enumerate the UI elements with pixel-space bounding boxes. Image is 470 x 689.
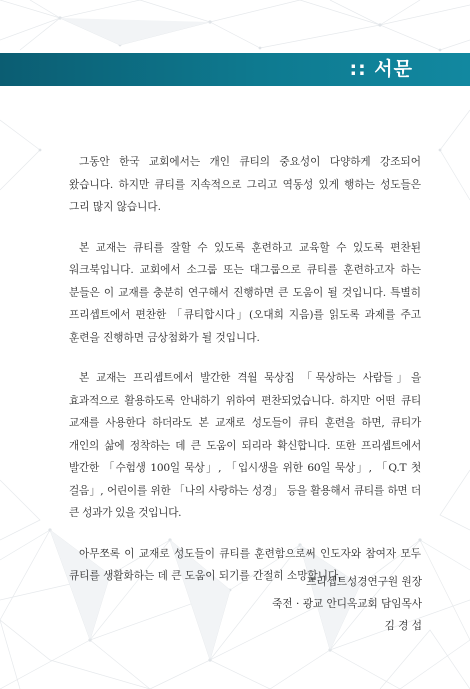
signature-organization: 프리셉트성경연구원 원장 [306,576,422,588]
paragraph-3: 본 교재는 프리셉트에서 발간한 격월 묵상집 「묵상하는 사람들」을 효과적으로 활용하도록 안내하기 위하여 편찬되었습니다. 하지만 어떤 큐티 교재를 사용한다 하더라도 본 교재로 성도들이 큐티 훈련을 하면, 큐티가 개인의 삶에 정착하는 데 큰 도움이 되리라 확신합니다. 또한 프리셉트에서 발간한 「수험생 100일 묵상」, 「입시생을 위한 60일 묵상」, 「Q.T 첫 걸음」, 어린이를 위한 「나의 사랑하는 성경」 등을 활용해서 큐티를 하면 더 큰 성과가 있을 것입니다. [69,372,421,519]
author-signature [272,571,422,637]
signature-church-role: 죽전 · 광교 안디옥교회 담임목사 [272,598,422,610]
paragraph-2: 본 교재는 큐티를 잘할 수 있도록 훈련하고 교육할 수 있도록 편찬된 워크북입니다. 교회에서 소그룹 또는 대그룹으로 큐티를 훈련하고자 하는 분들은 이 교재를 충분히 연구해서 진행하면 큰 도움이 될 것입니다. 특별히 프리셉트에서 편찬한 「큐티합시다」(오대희 지음)를 읽도록 과제를 주고 훈련을 진행하면 금상첨화가 될 것입니다. [69,241,421,344]
paragraph-1: 그동안 한국 교회에서는 개인 큐티의 중요성이 다양하게 강조되어 왔습니다. 하지만 큐티를 지속적으로 그리고 역동성 있게 행하는 성도들은 그리 많지 않습니다. [69,156,421,213]
signature-author-name: 김 경 섭 [384,620,422,632]
paragraph-4: 아무쪼록 이 교재로 성도들이 큐티를 훈련함으로써 인도자와 참여자 모두 큐티를 생활화하는 데 큰 도움이 되기를 간절히 소망합니다. [69,547,421,582]
preface-body [69,151,421,606]
section-header-bar [0,53,470,86]
page-title: :: 서문 [349,58,413,80]
